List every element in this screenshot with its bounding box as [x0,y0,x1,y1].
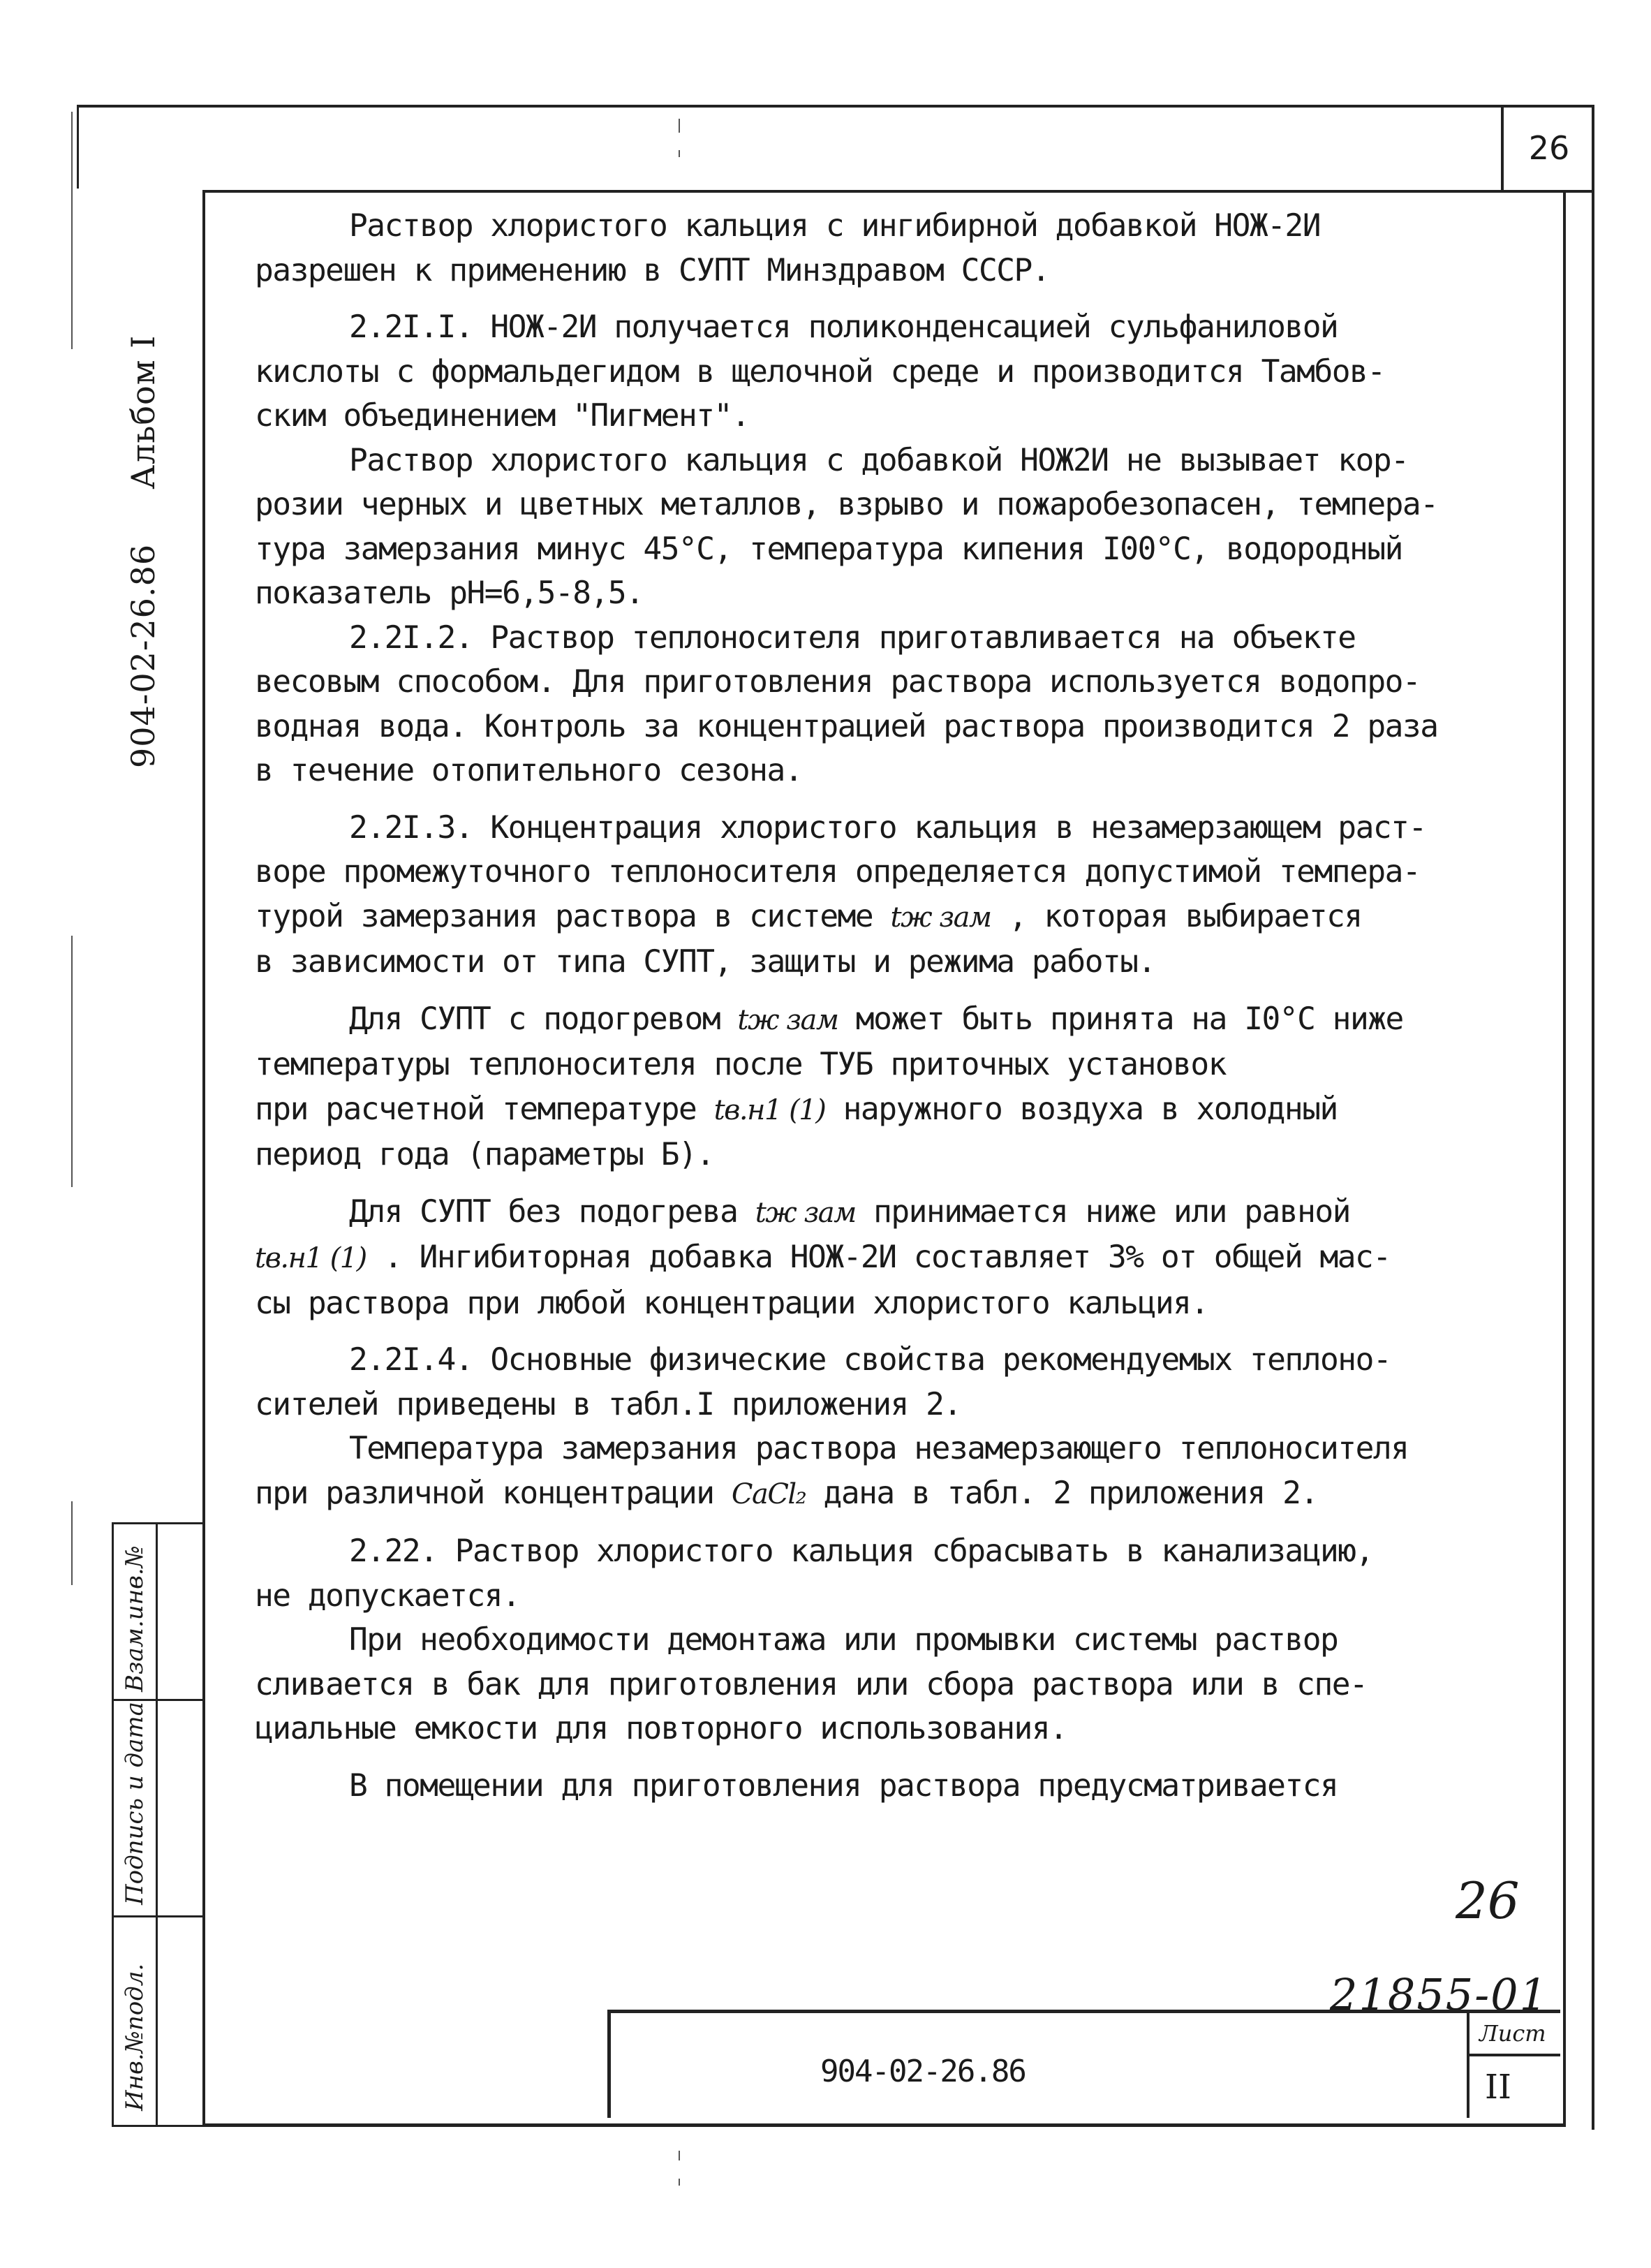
text-line: В помещении для приготовления раствора предусматривается [349,1767,1338,1804]
text-line: 2.2I.2. Раствор теплоносителя приготавливается на объекте [349,619,1356,656]
sheet-label: Лист [1479,2020,1546,2047]
text-line: разрешен к применению в СУПТ Минздравом СССР. [255,252,1050,288]
text-line: сы раствора при любой концентрации хлористого кальция. [255,1285,1208,1321]
text-span: принимается ниже или равной [855,1193,1350,1230]
handwritten-t-vn: tв.н1 (1) [255,1242,367,1274]
text-line [255,997,1511,1043]
album-side-label: 904-02-26.86 Альбом I [124,334,162,768]
text-span: турой замерзания раствора в системе [255,898,891,934]
text-line: в зависимости от типа СУПТ, защиты и режима работы. [255,944,1155,980]
scan-mark [679,2151,680,2160]
text-span: . Ингибиторная добавка НОЖ-2И составляет 3% от общей мас- [366,1239,1391,1275]
text-line: не допускается. [255,1577,520,1614]
text-line: розии черных и цветных металлов, взрыво и пожаробезопасен, темпера- [255,487,1438,522]
text-line: период года (параметры Б). [255,1137,714,1172]
handwritten-t-vn: tв.н1 (1) [713,1094,826,1126]
text-line: сителей приведены в табл.I приложения 2. [255,1386,961,1422]
stamp-divider [114,1915,203,1917]
outer-frame-left [77,105,79,189]
text-span: при различной концентрации [255,1475,732,1511]
text-line: водная вода. Контроль за концентрацией раствора производится 2 раза [255,708,1438,744]
text-line: При необходимости демонтажа или промывки системы раствор [349,1622,1338,1658]
handwritten-cacl2: CaCl₂ [731,1478,806,1510]
text-line [255,894,1511,941]
text-line: показатель pH=6,5-8,5. [255,575,644,611]
document-code: 904-02-26.86 [820,2054,1026,2089]
text-line: 2.2I.I. НОЖ-2И получается поликонденсацией сульфаниловой [349,309,1338,345]
text-line: в течение отопительного сезона. [255,753,803,788]
handwritten-t-zam: tж зам [890,901,991,934]
text-line: Раствор хлористого кальция с ингибирной добавкой НОЖ-2И [349,208,1321,244]
text-line [255,1235,1511,1281]
sheet-corner-number: 26 [1501,106,1594,193]
text-line: Раствор хлористого кальция с добавкой НОЖ2И не вызывает кор- [349,442,1409,478]
text-line: циальные емкости для повторного использования. [255,1711,1067,1746]
text-span: дана в табл. 2 приложения 2. [806,1475,1318,1511]
text-span: Для СУПТ с подогревом [349,1001,738,1037]
text-line [255,1471,1511,1517]
stamp-label-inv-podl: Инв.№подл. [121,1963,149,2111]
text-span: , которая выбирается [991,898,1362,934]
text-line: кислоты с формальдегидом в щелочной среде и производится Тамбов- [255,353,1385,390]
text-span: при расчетной температуре [255,1091,714,1127]
scan-mark [71,112,73,349]
outer-frame-right [1592,105,1594,2130]
text-line: 2.2I.3. Концентрация хлористого кальция в незамерзающем раст- [349,809,1426,846]
text-line: тура замерзания минус 45°С, температура кипения I00°С, водородный [255,531,1402,567]
scan-mark [71,1501,73,1585]
stamp-strip [112,1522,205,2127]
text-span: наружного воздуха в холодный [825,1091,1338,1127]
handwritten-t-zam: tж зам [755,1196,856,1229]
text-line: сливается в бак для приготовления или сбора раствора или в спе- [255,1666,1368,1702]
sheet-number: II [1485,2068,1511,2107]
handwritten-t-zam: tж зам [737,1003,838,1036]
text-line: Температура замерзания раствора незамерзающего теплоносителя [349,1431,1409,1466]
text-line: 2.2I.4. Основные физические свойства рекомендуемых теплоно- [349,1342,1391,1378]
document-body [255,204,1511,1808]
handwritten-inventory-number: 21855-01 [1330,1969,1549,2020]
outer-frame-top [77,105,1593,108]
stamp-divider [114,1699,203,1701]
sheet-cell-divider [1469,2054,1560,2056]
scan-mark [679,119,680,133]
text-span: может быть принята на I0°С ниже [838,1001,1403,1037]
text-line [255,1190,1511,1236]
stamp-label-vzam-inv: Взам.инв.№ [121,1545,149,1692]
scan-mark [679,150,680,157]
sheet-cell [1467,2013,1560,2118]
scan-mark [71,936,73,1187]
scan-mark [679,2179,680,2186]
handwritten-page-number: 26 [1456,1871,1520,1930]
stamp-label-signature-date: Подпись и дата [121,1702,149,1905]
text-line: температуры теплоносителя после ТУБ приточных установок [255,1047,1227,1082]
text-line: ским объединением "Пигмент". [255,398,750,434]
text-line [255,1087,1511,1133]
text-line: весовым способом. Для приготовления раствора используется водопро- [255,664,1421,700]
title-block [607,2010,1560,2118]
text-line: 2.22. Раствор хлористого кальция сбрасывать в канализацию, [349,1533,1373,1569]
text-span: Для СУПТ без подогрева [349,1193,755,1230]
text-line: воре промежуточного теплоносителя определяется допустимой темпера- [255,854,1421,890]
